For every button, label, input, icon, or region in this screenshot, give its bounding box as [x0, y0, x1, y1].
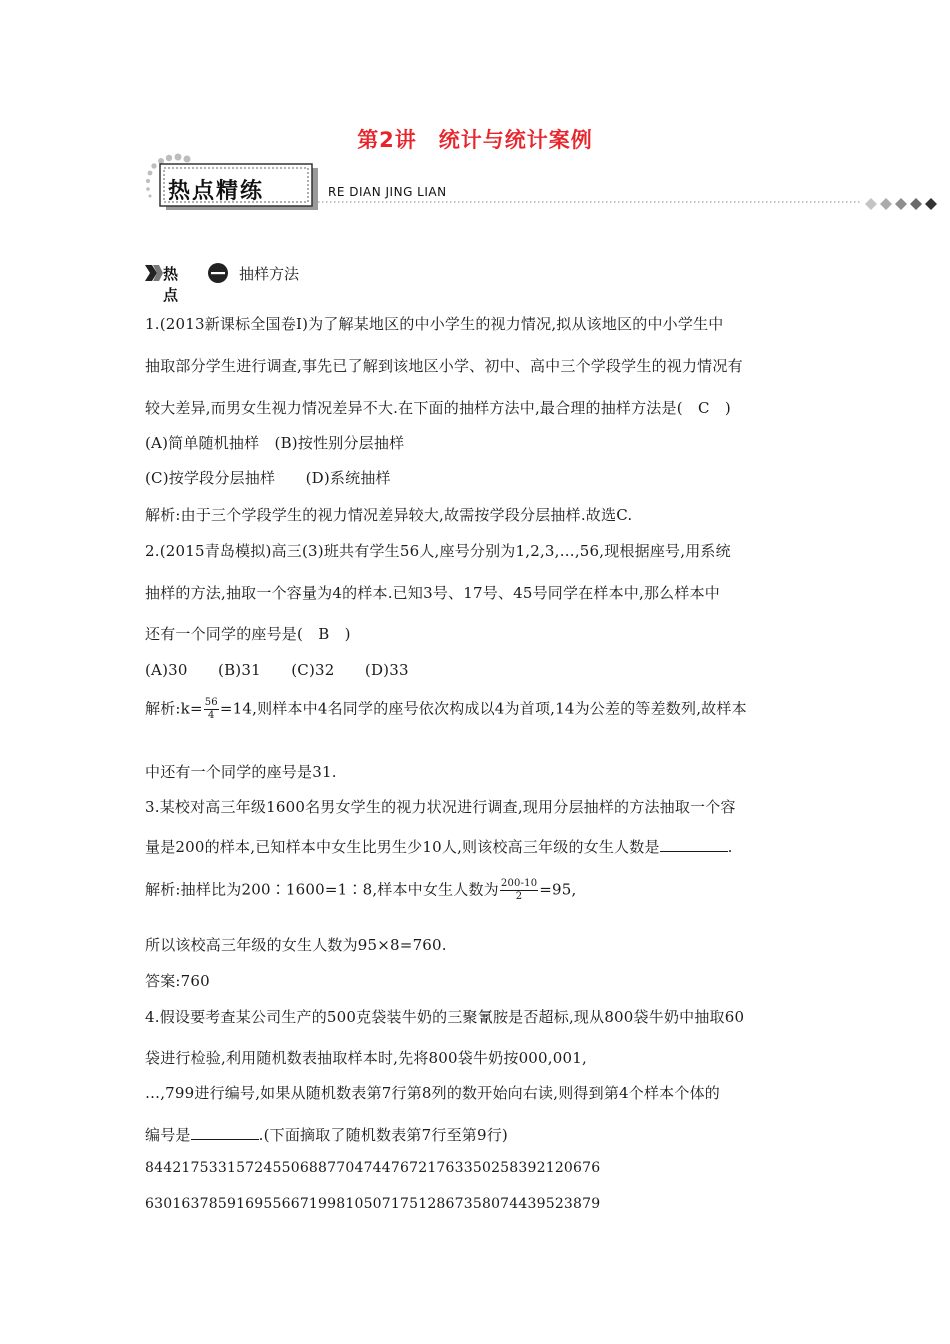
q4-line-3: …,799进行编号,如果从随机数表第7行第8列的数开始向右读,则得到第4个样本个体的: [145, 1084, 720, 1102]
q1-options-cd: (C)按学段分层抽样 (D)系统抽样: [145, 469, 391, 487]
q2-options: (A)30 (B)31 (C)32 (D)33: [145, 661, 409, 679]
q4-line-4-prefix: 编号是: [145, 1126, 191, 1144]
banner-title: 热点精练: [168, 179, 265, 204]
q3-solution-suffix: =95,: [539, 880, 577, 899]
q3-solution-prefix: 解析:抽样比为200∶1600=1∶8,样本中女生人数为: [145, 880, 499, 899]
q3-line-2-end: .: [727, 838, 733, 856]
q4-line-4: [145, 1124, 508, 1145]
q2-line-1: 2.(2015青岛模拟)高三(3)班共有学生56人,座号分别为1,2,3,…,56,现根据座号,用系统: [145, 542, 731, 560]
q1-options-ab: (A)简单随机抽样 (B)按性别分层抽样: [145, 434, 405, 452]
q2-solution: [145, 697, 747, 722]
q2-fraction: [204, 697, 219, 722]
q3-fraction: [500, 878, 538, 903]
q2-fraction-denominator: 4: [208, 710, 215, 721]
q3-line-2-text: 量是200的样本,已知样本中女生比男生少10人,则该校高三年级的女生人数是: [145, 838, 660, 856]
q1-line-1: 1.(2013新课标全国卷Ⅰ)为了解某地区的中小学生的视力情况,拟从该地区的中小学生中: [145, 315, 724, 333]
q3-answer: 答案:760: [145, 972, 210, 990]
q3-solution: [145, 878, 577, 903]
page-title: 第2讲 统计与统计案例: [357, 128, 593, 152]
random-table-row-8: 63016378591695566719981050717512867358074439523879: [145, 1196, 601, 1212]
q4-line-1: 4.假设要考查某公司生产的500克袋装牛奶的三聚氰胺是否超标,现从800袋牛奶中抽取60: [145, 1008, 745, 1026]
hotspot-topic: 抽样方法: [239, 265, 300, 283]
hotspot-tag-icon: [145, 262, 231, 284]
q2-solution-line-2: 中还有一个同学的座号是31.: [145, 763, 337, 781]
q2-line-2: 抽样的方法,抽取一个容量为4的样本.已知3号、17号、45号同学在样本中,那么样本中: [145, 584, 720, 602]
q3-line-1: 3.某校对高三年级1600名男女学生的视力状况进行调查,现用分层抽样的方法抽取一个容: [145, 798, 736, 816]
q3-fraction-numerator: 200-10: [500, 878, 538, 889]
section-banner: [140, 150, 940, 220]
hotspot-label: 热点: [163, 265, 179, 304]
q3-line-2: [145, 836, 733, 857]
answer-blank: [660, 837, 728, 852]
q4-line-2: 袋进行检验,利用随机数表抽取样本时,先将800袋牛奶按000,001,: [145, 1049, 587, 1067]
q1-solution: 解析:由于三个学段学生的视力情况差异较大,故需按学段分层抽样.故选C.: [145, 506, 633, 524]
q2-line-3: 还有一个同学的座号是( B ): [145, 625, 351, 643]
q2-fraction-numerator: 56: [204, 697, 218, 708]
diamond-decoration-icon: [865, 198, 937, 210]
q3-fraction-denominator: 2: [515, 891, 523, 902]
q4-line-4-suffix: .(下面摘取了随机数表第7行至第9行): [258, 1126, 508, 1144]
random-table-row-7: 84421753315724550688770474476721763350258392120676: [145, 1160, 601, 1176]
q1-line-3: 较大差异,而男女生视力情况差异不大.在下面的抽样方法中,最合理的抽样方法是( C ): [145, 399, 731, 417]
q2-solution-suffix: =14,则样本中4名同学的座号依次构成以4为首项,14为公差的等差数列,故样本: [219, 699, 747, 718]
q3-solution-line-2: 所以该校高三年级的女生人数为95×8=760.: [145, 936, 447, 954]
q1-line-2: 抽取部分学生进行调查,事先已了解到该地区小学、初中、高中三个学段学生的视力情况有: [145, 357, 743, 375]
answer-blank: [191, 1125, 259, 1140]
q2-solution-prefix: 解析:k=: [145, 699, 203, 718]
banner-subtitle: RE DIAN JING LIAN: [328, 185, 447, 199]
